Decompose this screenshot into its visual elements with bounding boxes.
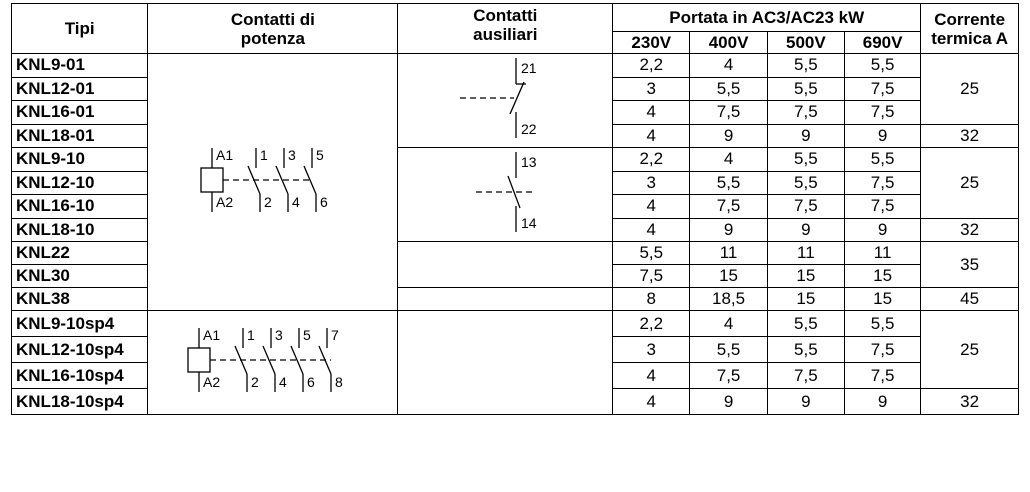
rating-cell: 3 [613,337,690,363]
pole-label-bottom: 8 [334,374,343,390]
pole-label-top: 5 [302,327,311,343]
type-cell: KNL9-10sp4 [12,311,148,337]
aux-no-contact-diagram [450,148,560,236]
current-cell: 32 [921,218,1019,242]
rating-cell: 9 [690,389,767,415]
pole-label-bottom: 4 [278,374,287,390]
type-cell: KNL16-01 [12,101,148,125]
contactor-spec-table [11,3,1019,415]
rating-cell: 9 [767,124,844,148]
rating-cell: 11 [690,242,767,265]
rating-cell: 4 [690,148,767,172]
rating-cell: 15 [690,265,767,288]
header-tipi: Tipi [12,4,148,54]
rating-cell: 7,5 [767,101,844,125]
rating-cell: 4 [613,101,690,125]
rating-cell: 4 [690,311,767,337]
header-portata: Portata in AC3/AC23 kW [613,4,921,32]
rating-cell: 7,5 [844,77,920,101]
pole-label-bottom: 4 [291,193,300,210]
rating-cell: 9 [690,124,767,148]
rating-cell: 2,2 [613,311,690,337]
power-contacts-diagram-cell [148,54,398,311]
pole-label-top: 3 [274,327,283,343]
rating-cell: 7,5 [844,171,920,195]
power-contacts-3pole-diagram [198,140,348,220]
type-cell: KNL16-10sp4 [12,363,148,389]
pole-label-top: 3 [287,146,296,163]
coil-label-a1: A1 [215,146,234,163]
rating-cell: 5,5 [767,148,844,172]
rating-cell: 5,5 [690,337,767,363]
rating-cell: 9 [690,218,767,242]
header-aux-contacts-line1: Contatti [473,6,538,25]
rating-cell: 5,5 [767,54,844,78]
pole-label-top: 7 [330,327,339,343]
header-current-line1: Corrente [934,9,1006,29]
contactor-spec-table-container [11,3,1019,489]
coil-label-a2: A2 [202,374,221,390]
rating-cell: 5,5 [767,77,844,101]
rating-cell: 15 [844,288,920,311]
pole-label-bottom: 2 [263,193,272,210]
coil-label-a1: A1 [202,327,221,343]
header-current [921,4,1019,54]
type-cell: KNL12-10sp4 [12,337,148,363]
pole-label-bottom: 6 [306,374,315,390]
rating-cell: 11 [844,242,920,265]
current-cell: 25 [921,311,1019,389]
rating-cell: 8 [613,288,690,311]
aux-label-top: 13 [521,154,537,170]
aux-label-top: 21 [521,60,537,76]
rating-cell: 5,5 [613,242,690,265]
rating-cell: 7,5 [844,195,920,219]
type-cell: KNL38 [12,288,148,311]
rating-cell: 3 [613,171,690,195]
rating-cell: 9 [767,389,844,415]
rating-cell: 9 [844,124,920,148]
rating-cell: 9 [767,218,844,242]
rating-cell: 15 [844,265,920,288]
rating-cell: 5,5 [767,171,844,195]
rating-cell: 7,5 [844,101,920,125]
rating-cell: 15 [767,265,844,288]
type-cell: KNL9-10 [12,148,148,172]
type-cell: KNL16-10 [12,195,148,219]
rating-cell: 5,5 [690,77,767,101]
type-cell: KNL12-01 [12,77,148,101]
rating-cell: 4 [613,363,690,389]
rating-cell: 5,5 [767,337,844,363]
rating-cell: 5,5 [844,54,920,78]
rating-cell: 4 [613,195,690,219]
table-row [12,311,1019,337]
type-cell: KNL30 [12,265,148,288]
rating-cell: 7,5 [844,363,920,389]
rating-cell: 9 [844,218,920,242]
rating-cell: 5,5 [844,148,920,172]
current-cell: 32 [921,389,1019,415]
header-voltage: 400V [690,32,767,54]
rating-cell: 7,5 [690,363,767,389]
aux-nc-contact-diagram [450,54,560,142]
rating-cell: 2,2 [613,54,690,78]
header-aux-contacts-line2: ausiliari [473,25,538,44]
current-cell: 25 [921,54,1019,125]
current-cell: 32 [921,124,1019,148]
rating-cell: 2,2 [613,148,690,172]
type-cell: KNL9-01 [12,54,148,78]
rating-cell: 5,5 [767,311,844,337]
current-cell: 35 [921,242,1019,288]
rating-cell: 4 [613,218,690,242]
header-voltage: 230V [613,32,690,54]
type-cell: KNL12-10 [12,171,148,195]
aux-label-bottom: 14 [521,215,537,231]
current-cell: 25 [921,148,1019,219]
rating-cell: 7,5 [690,101,767,125]
power-contacts-4pole-cell [148,311,398,415]
rating-cell: 7,5 [767,363,844,389]
table-row [12,54,1019,78]
type-cell: KNL18-01 [12,124,148,148]
header-power-contacts-line2: potenza [240,28,305,48]
header-power-contacts [148,4,398,54]
rating-cell: 7,5 [767,195,844,219]
header-voltage: 500V [767,32,844,54]
type-cell: KNL22 [12,242,148,265]
current-cell: 45 [921,288,1019,311]
rating-cell: 11 [767,242,844,265]
pole-label-top: 1 [259,146,268,163]
rating-cell: 15 [767,288,844,311]
header-aux-contacts [398,4,613,54]
rating-cell: 3 [613,77,690,101]
pole-label-top: 5 [315,146,324,163]
pole-label-bottom: 6 [319,193,328,210]
header-power-contacts-line1: Contatti di [230,9,315,29]
rating-cell: 7,5 [844,337,920,363]
type-cell: KNL18-10sp4 [12,389,148,415]
power-contacts-4pole-diagram [185,320,361,400]
header-voltage: 690V [844,32,920,54]
header-current-line2: termica A [931,28,1009,48]
aux-contacts-empty-cell [398,242,613,288]
type-cell: KNL18-10 [12,218,148,242]
rating-cell: 4 [613,389,690,415]
aux-contacts-no-cell [398,148,613,242]
pole-label-top: 1 [246,327,255,343]
aux-contacts-empty-cell [398,288,613,311]
rating-cell: 9 [844,389,920,415]
rating-cell: 5,5 [844,311,920,337]
rating-cell: 7,5 [690,195,767,219]
aux-contacts-empty-cell [398,311,613,415]
rating-cell: 5,5 [690,171,767,195]
rating-cell: 4 [613,124,690,148]
pole-label-bottom: 2 [250,374,259,390]
rating-cell: 7,5 [613,265,690,288]
aux-label-bottom: 22 [521,121,537,137]
aux-contacts-nc-cell [398,54,613,148]
rating-cell: 18,5 [690,288,767,311]
rating-cell: 4 [690,54,767,78]
coil-label-a2: A2 [215,193,234,210]
